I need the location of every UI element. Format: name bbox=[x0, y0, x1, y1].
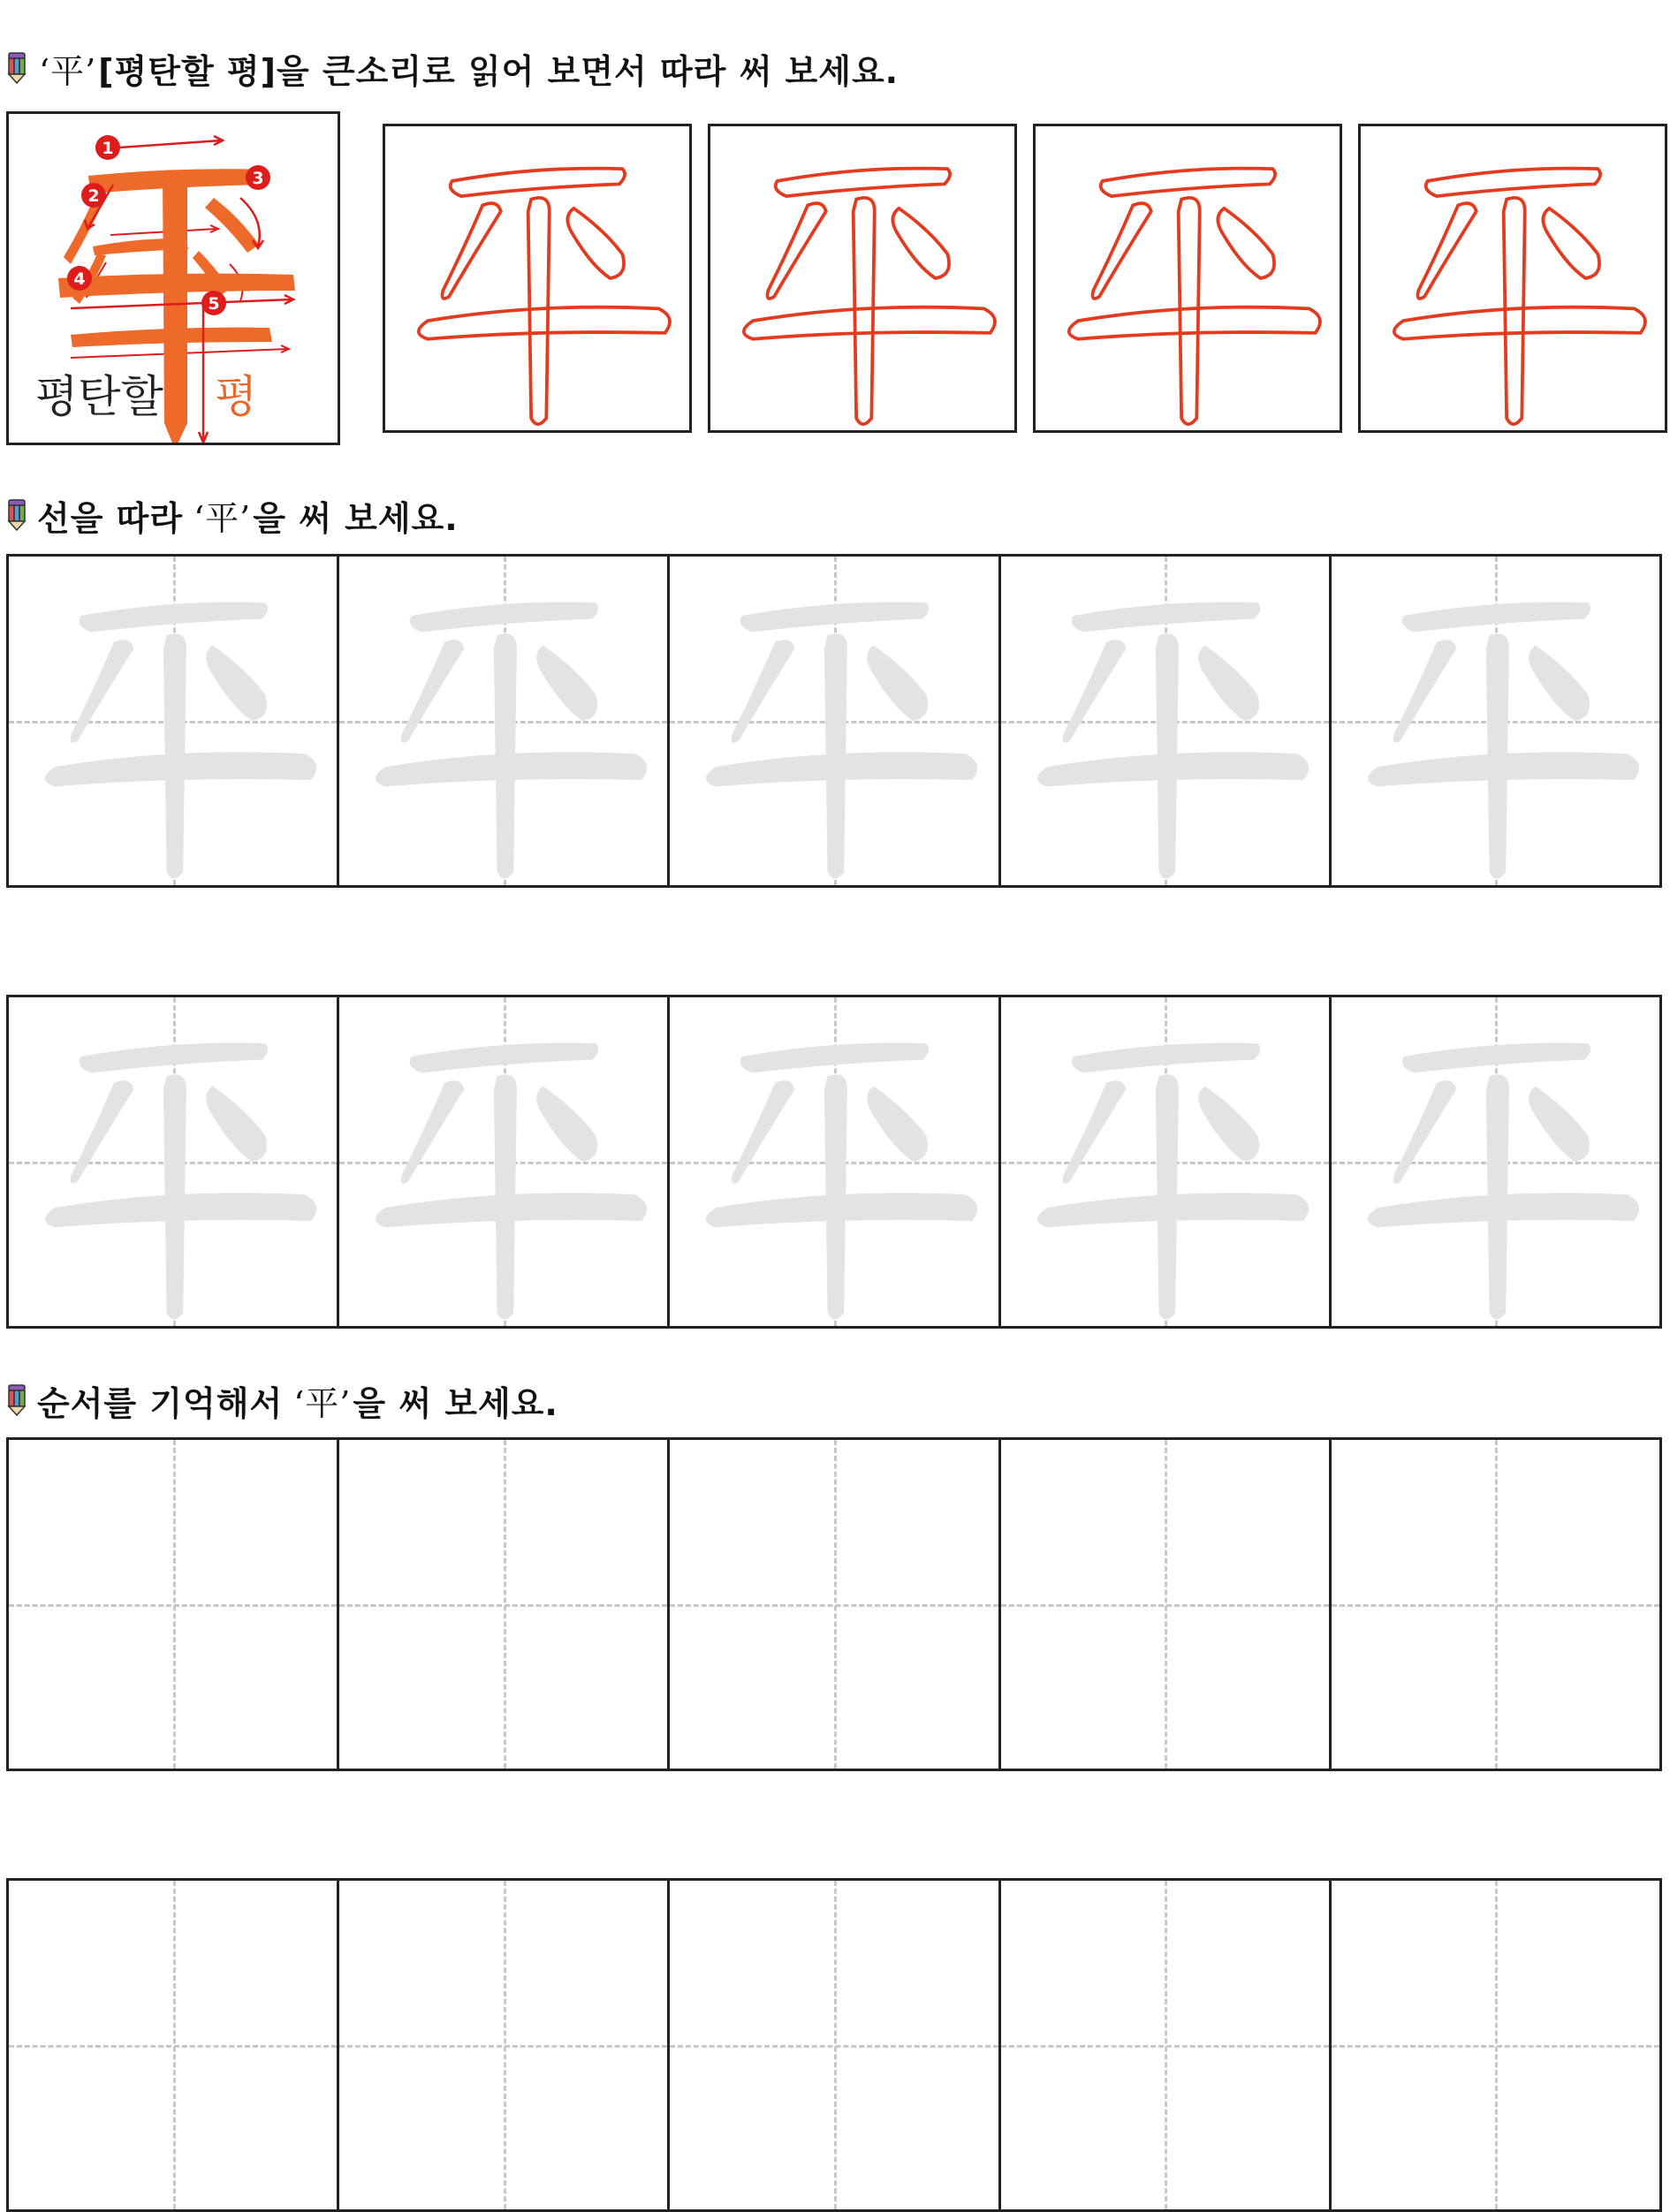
pencil-icon bbox=[7, 52, 27, 84]
meaning-text: 평탄할 bbox=[35, 371, 163, 422]
instruction-text: [평탄할 평]을 큰소리로 읽어 보면서 따라 써 보세요. bbox=[98, 51, 900, 91]
practice-cell[interactable] bbox=[1329, 1881, 1659, 2209]
practice-cell[interactable] bbox=[9, 1881, 337, 2209]
guide-horizontal bbox=[670, 1604, 998, 1607]
trace-character bbox=[670, 997, 998, 1326]
pencil-icon bbox=[7, 1384, 27, 1416]
trace-cell[interactable] bbox=[337, 997, 667, 1326]
practice-cell[interactable] bbox=[337, 1440, 667, 1769]
guide-horizontal bbox=[339, 1604, 667, 1607]
outline-box bbox=[1033, 124, 1342, 433]
character-meaning-label bbox=[35, 361, 257, 425]
instruction-suffix: 을 써 보세요. bbox=[253, 498, 459, 538]
trace-character bbox=[9, 557, 337, 885]
trace-character bbox=[1001, 997, 1329, 1326]
trace-character bbox=[670, 557, 998, 885]
guide-horizontal bbox=[1332, 1604, 1659, 1607]
outline-character bbox=[385, 126, 689, 430]
trace-cell[interactable] bbox=[998, 557, 1329, 885]
stroke-number-2: 2 bbox=[87, 186, 100, 206]
outline-character bbox=[1361, 126, 1665, 430]
practice-cell[interactable] bbox=[667, 1440, 998, 1769]
stroke-number-4: 4 bbox=[73, 269, 86, 289]
trace-character bbox=[1332, 997, 1659, 1326]
trace-cell[interactable] bbox=[667, 557, 998, 885]
blank-row-2 bbox=[6, 1878, 1662, 2212]
trace-cell[interactable] bbox=[9, 997, 337, 1326]
outline-character bbox=[1036, 126, 1340, 430]
trace-character bbox=[9, 997, 337, 1326]
stroke-order-panel bbox=[6, 111, 340, 445]
instruction-hanja-quote: ‘平’ bbox=[293, 1383, 352, 1423]
instruction-prefix: 선을 따라 bbox=[37, 498, 184, 538]
guide-horizontal bbox=[1001, 2045, 1329, 2048]
outline-box bbox=[383, 124, 692, 433]
trace-cell[interactable] bbox=[9, 557, 337, 885]
instruction-prefix: 순서를 기억해서 bbox=[37, 1383, 284, 1423]
outline-character bbox=[710, 126, 1014, 430]
trace-cell[interactable] bbox=[1329, 557, 1659, 885]
stroke-number-1: 1 bbox=[102, 139, 114, 158]
pencil-icon bbox=[7, 499, 27, 531]
outline-box bbox=[708, 124, 1017, 433]
sound-text: 평 bbox=[214, 371, 258, 422]
trace-character bbox=[1001, 557, 1329, 885]
instruction-hanja-quote: ‘平’ bbox=[194, 498, 252, 538]
guide-horizontal bbox=[9, 2045, 337, 2048]
stroke-number-3: 3 bbox=[252, 169, 264, 188]
instruction-read-aloud bbox=[7, 46, 899, 90]
practice-cell[interactable] bbox=[667, 1881, 998, 2209]
trace-character bbox=[1332, 557, 1659, 885]
trace-cell[interactable] bbox=[998, 997, 1329, 1326]
instruction-hanja-quote: ‘平’ bbox=[39, 51, 97, 91]
trace-row-1 bbox=[6, 554, 1662, 888]
outline-box bbox=[1358, 124, 1667, 433]
trace-row-2 bbox=[6, 995, 1662, 1329]
stroke-number-5: 5 bbox=[208, 294, 220, 314]
practice-cell[interactable] bbox=[337, 1881, 667, 2209]
trace-character bbox=[339, 557, 667, 885]
practice-cell[interactable] bbox=[998, 1440, 1329, 1769]
guide-horizontal bbox=[339, 2045, 667, 2048]
instruction-suffix: 을 써 보세요. bbox=[353, 1383, 558, 1423]
practice-cell[interactable] bbox=[9, 1440, 337, 1769]
guide-horizontal bbox=[9, 1604, 337, 1607]
trace-cell[interactable] bbox=[1329, 997, 1659, 1326]
practice-cell[interactable] bbox=[998, 1881, 1329, 2209]
guide-horizontal bbox=[670, 2045, 998, 2048]
trace-cell[interactable] bbox=[337, 557, 667, 885]
practice-cell[interactable] bbox=[1329, 1440, 1659, 1769]
instruction-memory bbox=[7, 1378, 558, 1422]
guide-horizontal bbox=[1001, 1604, 1329, 1607]
trace-cell[interactable] bbox=[667, 997, 998, 1326]
blank-row-1 bbox=[6, 1437, 1662, 1771]
guide-horizontal bbox=[1332, 2045, 1659, 2048]
trace-character bbox=[339, 997, 667, 1326]
instruction-trace bbox=[7, 493, 459, 537]
